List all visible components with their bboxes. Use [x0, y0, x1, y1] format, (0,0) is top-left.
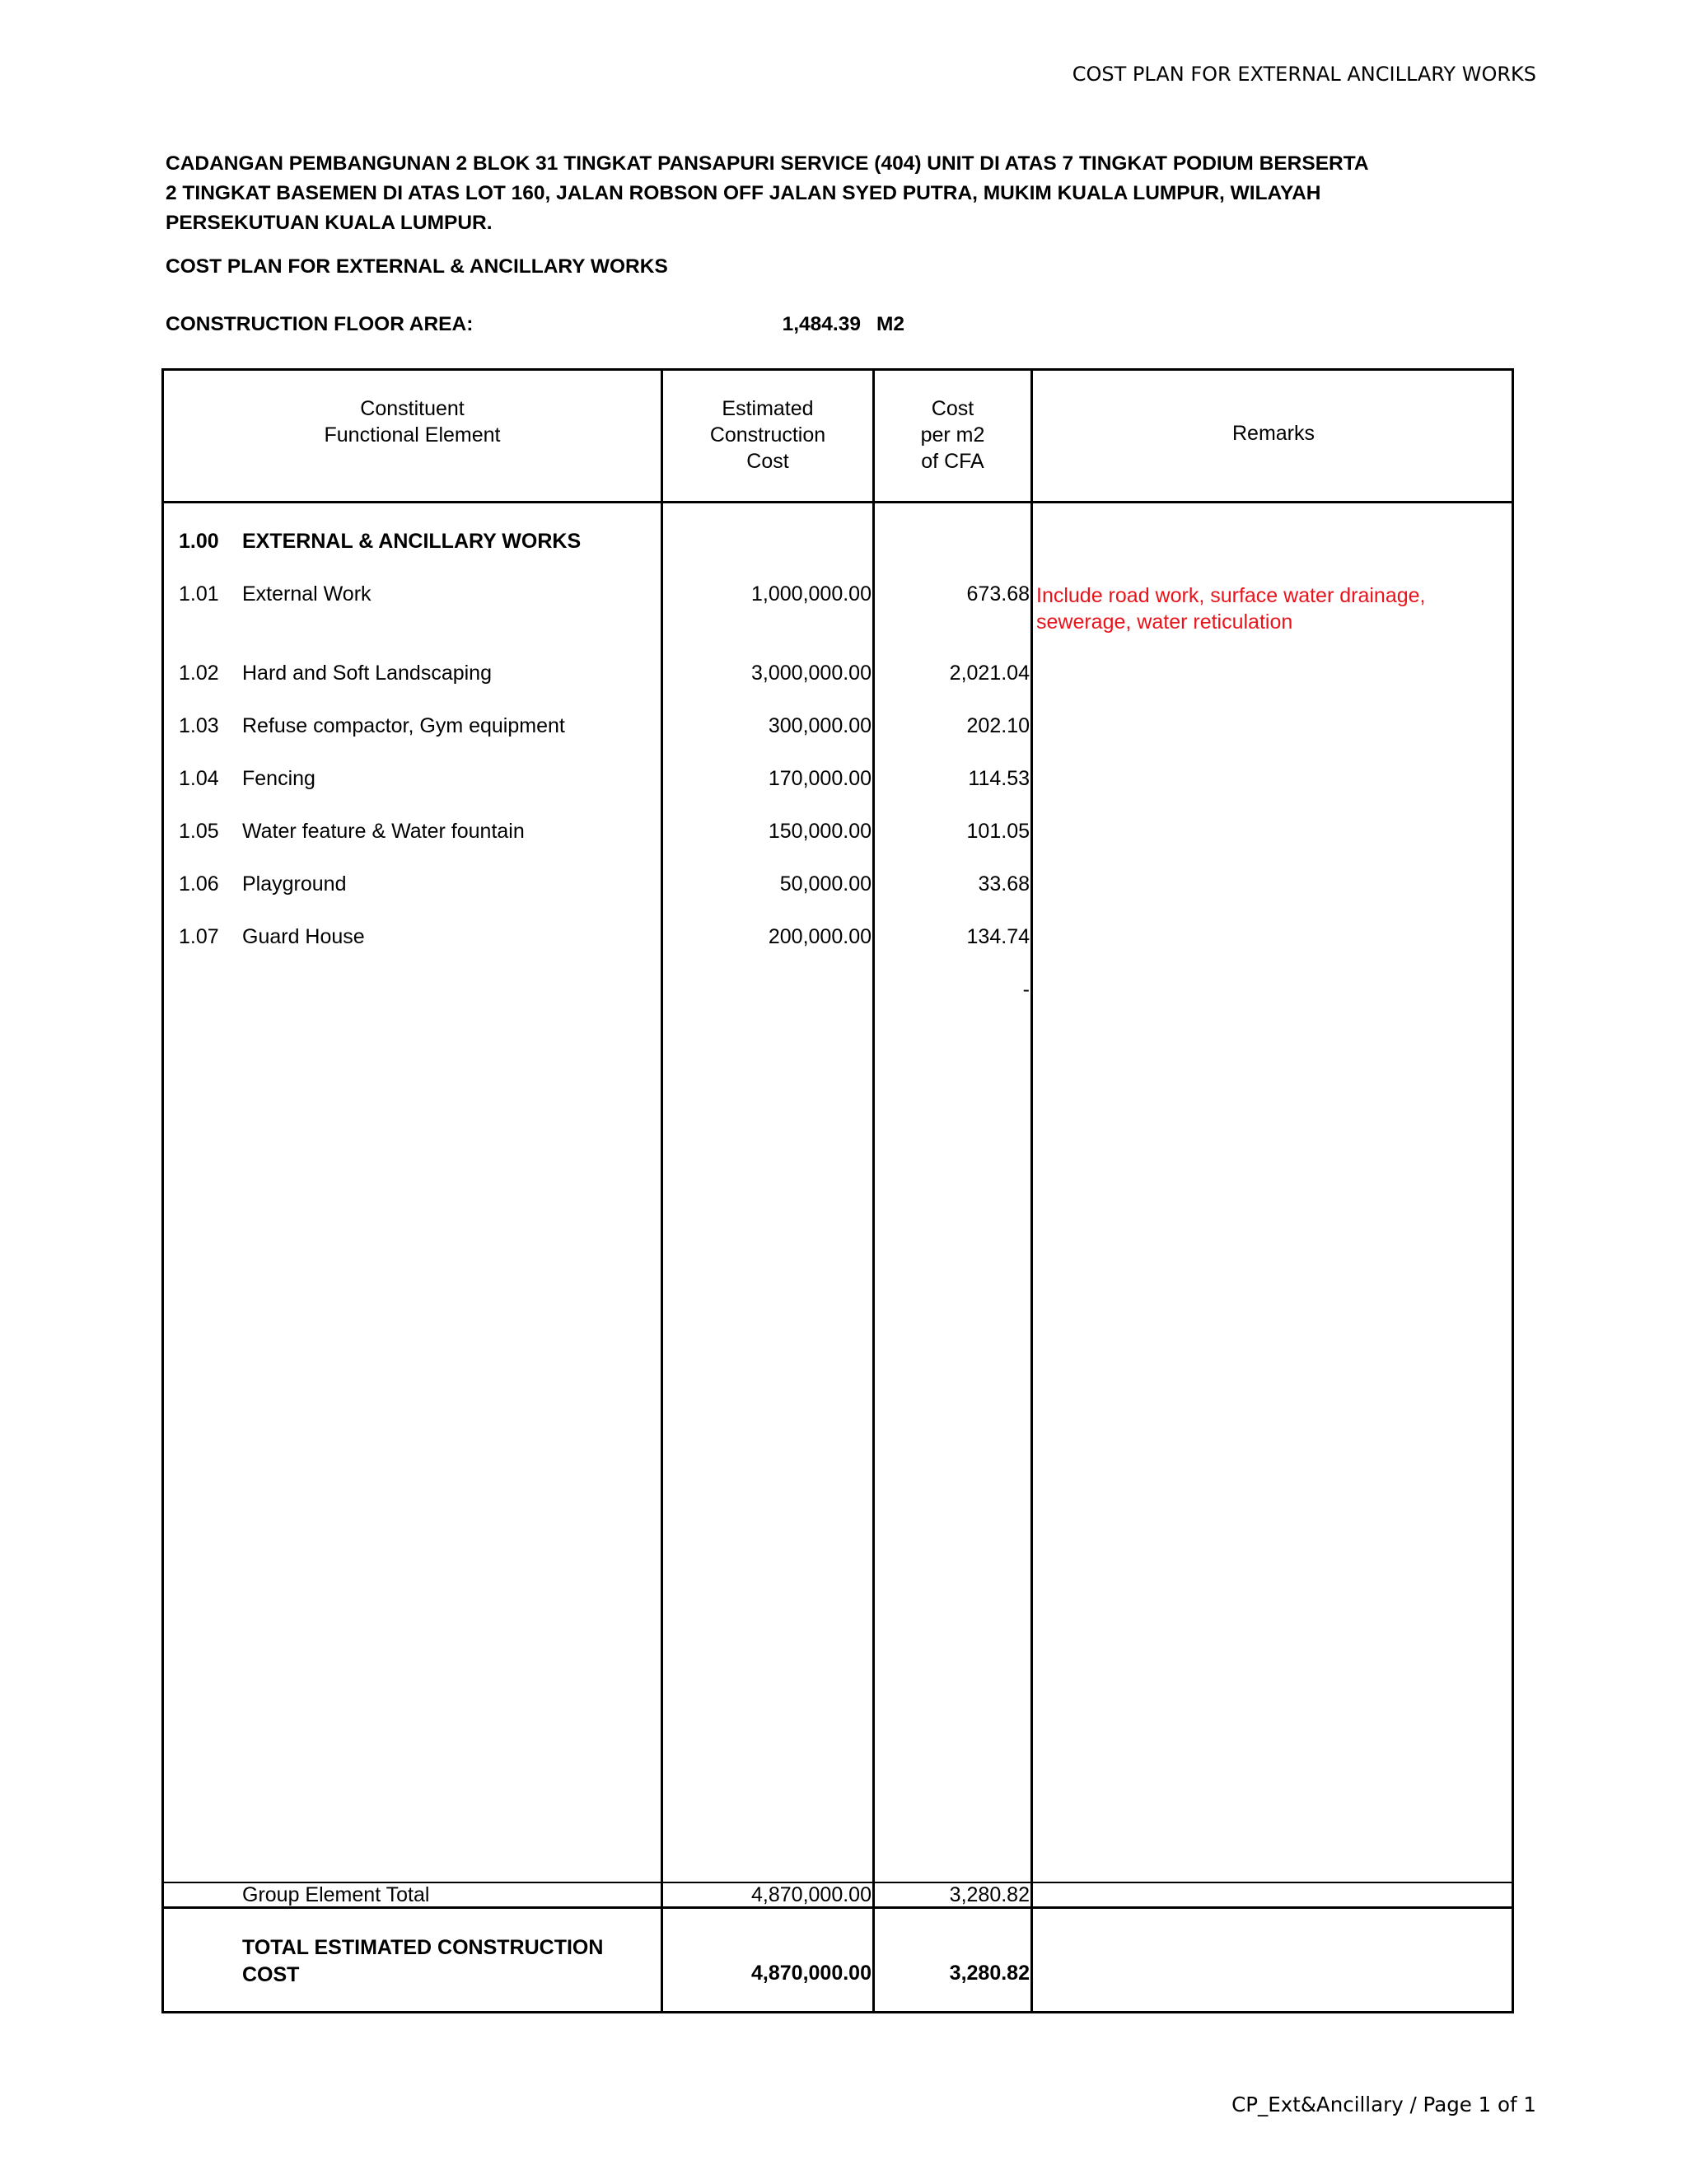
- header-cost-per-m2: Cost per m2 of CFA: [920, 397, 985, 473]
- item-number: 1.03: [179, 714, 219, 737]
- table-row: [164, 872, 1512, 905]
- item-rate: 2,021.04: [949, 662, 1030, 685]
- item-cost: 150,000.00: [768, 820, 872, 843]
- item-number: 1.05: [179, 820, 219, 843]
- item-label: Fencing: [242, 767, 315, 790]
- item-label: External Work: [242, 582, 372, 606]
- item-cost: 170,000.00: [768, 767, 872, 790]
- group-total-cost: 4,870,000.00: [751, 1883, 872, 1906]
- table-row: [164, 582, 1512, 634]
- item-rate: 114.53: [968, 767, 1030, 790]
- item-rate: 673.68: [966, 582, 1030, 606]
- group-total-row: [164, 1883, 1512, 1906]
- header-remarks: Remarks: [1231, 422, 1315, 445]
- item-label: Refuse compactor, Gym equipment: [242, 714, 565, 737]
- grand-total-cost: 4,870,000.00: [751, 1962, 872, 1985]
- item-number: 1.06: [179, 872, 219, 896]
- section-number: 1.00: [179, 530, 219, 553]
- section-heading: [164, 530, 1512, 563]
- item-label: Guard House: [242, 925, 365, 948]
- grand-total-row: [164, 1934, 1512, 1992]
- item-rate: 101.05: [966, 820, 1030, 843]
- column-divider: [661, 371, 663, 2011]
- header-estimated-cost: Estimated Construction Cost: [709, 397, 826, 473]
- table-row-blank: [164, 978, 1512, 1011]
- item-remark: Include road work, surface water drainage, sewerage, water reticulation: [1036, 584, 1426, 634]
- group-total-label: Group Element Total: [242, 1883, 430, 1906]
- blank-rate: -: [1022, 978, 1030, 1001]
- column-divider: [872, 371, 875, 2011]
- item-label: Playground: [242, 872, 347, 896]
- grand-total-top-rule: [164, 1906, 1512, 1909]
- grand-total-label: TOTAL ESTIMATED CONSTRUCTION COST: [242, 1936, 604, 1986]
- group-total-rate: 3,280.82: [949, 1883, 1030, 1906]
- item-rate: 33.68: [978, 872, 1030, 896]
- project-title: CADANGAN PEMBANGUNAN 2 BLOK 31 TINGKAT PANSAPURI SERVICE (404) UNIT DI ATAS 7 TINGKAT PODIUM BERSERTA 2 TINGKAT BASEMEN DI ATAS LOT 160, JALAN ROBSON OFF JALAN SYED PUTRA, MUKIM KUALA LUMPUR, WILAYAH PERSEKUTUAN KUALA LUMPUR.: [166, 152, 1368, 234]
- table-row: [164, 662, 1512, 694]
- table-row: [164, 820, 1512, 853]
- item-number: 1.07: [179, 925, 219, 948]
- document-subtitle: COST PLAN FOR EXTERNAL & ANCILLARY WORKS: [166, 255, 668, 278]
- item-label: Water feature & Water fountain: [242, 820, 525, 843]
- item-cost: 300,000.00: [768, 714, 872, 737]
- page-header: COST PLAN FOR EXTERNAL ANCILLARY WORKS: [1072, 63, 1536, 86]
- section-label: EXTERNAL & ANCILLARY WORKS: [242, 530, 582, 553]
- table-row: [164, 714, 1512, 747]
- item-number: 1.02: [179, 662, 219, 685]
- page-footer: CP_Ext&Ancillary / Page 1 of 1: [1231, 2093, 1536, 2116]
- cost-plan-table: [161, 368, 1514, 2013]
- table-row: [164, 767, 1512, 800]
- item-cost: 1,000,000.00: [751, 582, 872, 606]
- table-row: [164, 925, 1512, 958]
- item-number: 1.04: [179, 767, 219, 790]
- item-number: 1.01: [179, 582, 219, 606]
- item-cost: 200,000.00: [768, 925, 872, 948]
- item-rate: 202.10: [966, 714, 1030, 737]
- cfa-label: CONSTRUCTION FLOOR AREA:: [166, 313, 474, 335]
- grand-total-rate: 3,280.82: [949, 1962, 1030, 1985]
- header-divider: [164, 501, 1512, 503]
- column-divider: [1030, 371, 1033, 2011]
- item-rate: 134.74: [966, 925, 1030, 948]
- cfa-value: 1,484.39: [782, 313, 861, 335]
- item-cost: 3,000,000.00: [751, 662, 872, 685]
- item-label: Hard and Soft Landscaping: [242, 662, 492, 685]
- item-cost: 50,000.00: [779, 872, 872, 896]
- header-element: Constituent Functional Element: [324, 397, 501, 447]
- cfa-unit: M2: [876, 313, 905, 335]
